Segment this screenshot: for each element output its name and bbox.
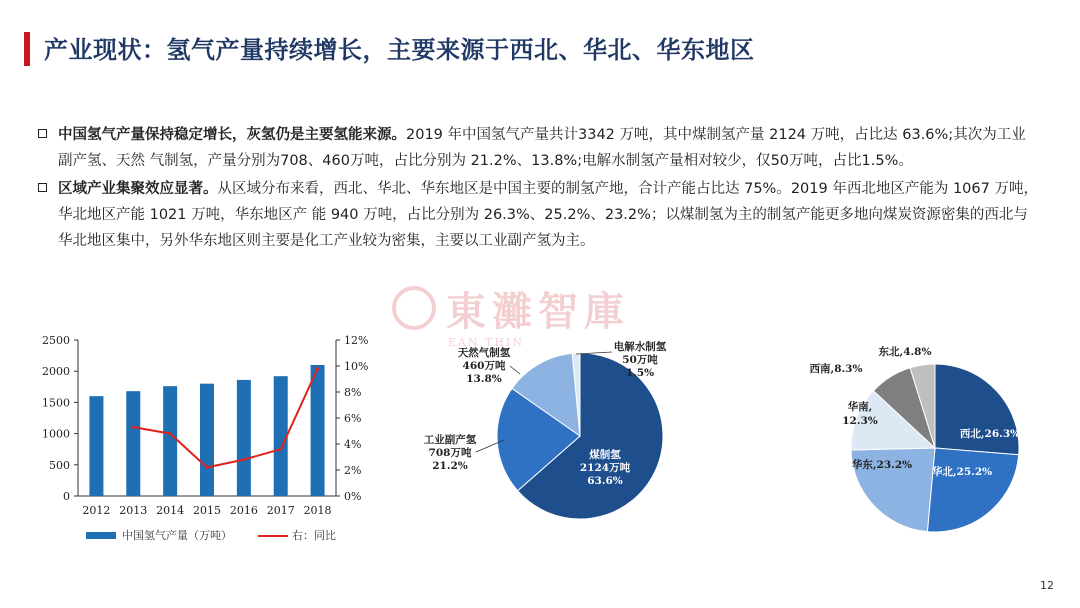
pie-data-label: 电解水制氢: [613, 341, 667, 353]
bullet-text: 从区域分布来看，西北、华北、华东地区是中国主要的制氢产地，合计产能占比达 75%。2019 年西北地区产能为 1067 万吨，华北地区产能 1021 万吨，华东地区产 能 940 万吨，占比分别为 26.3%、25.2%、23.2%；以煤制氢为主的制氢产能更多地向煤炭资源密集的西北与华北地区集中，另外华东地区则主要是化工产业较为密集，主要以工业副产氢为主。: [58, 181, 1038, 249]
leader-line: [510, 366, 520, 374]
x-tick-label: 2012: [82, 504, 111, 517]
pie-data-label: 63.6%: [587, 475, 623, 487]
pie-data-label: 东北,4.8%: [878, 346, 932, 358]
pie-data-label: 华东,23.2%: [851, 459, 913, 471]
left-tick-label: 1500: [42, 396, 70, 410]
pie-data-label: 50万吨: [622, 354, 658, 366]
left-tick-label: 500: [49, 458, 70, 472]
page-number: 12: [1040, 579, 1054, 592]
pie-data-label: 天然气制氢: [457, 347, 511, 359]
pie-data-label: 13.8%: [466, 373, 502, 385]
bullet-item: [38, 176, 1038, 254]
legend-bar-swatch: [86, 532, 116, 539]
pie-data-label: 西南,8.3%: [809, 363, 863, 375]
pie-data-label: 华北,25.2%: [931, 466, 993, 478]
right-tick-label: 6%: [344, 412, 362, 425]
left-tick-label: 2000: [42, 365, 70, 379]
square-bullet-icon: [38, 129, 47, 138]
pie-slice: [935, 364, 1019, 455]
x-tick-label: 2017: [266, 504, 295, 517]
x-tick-label: 2016: [229, 504, 258, 517]
region-pie-chart: [790, 335, 1040, 545]
x-tick-label: 2015: [193, 504, 221, 517]
method-pie-chart: [410, 330, 700, 530]
bullet-item: [38, 122, 1038, 174]
pie-data-label: 21.2%: [432, 460, 468, 472]
pie-data-label: 12.3%: [842, 415, 878, 427]
bullet-text: 2019 年中国氢气产量共计3342 万吨，其中煤制氢产量 2124 万吨，占比达 63.6%;其次为工业副产氢、天然 气制氢，产量分别为708、460万吨，占比分别为 21.2%、13.8%;电解水制氢产量相对较少，仅50万吨，占比1.5%。: [58, 127, 1026, 169]
left-tick-label: 1000: [42, 427, 70, 441]
line-point: [169, 432, 172, 435]
x-tick-label: 2018: [303, 504, 332, 517]
pie-slice: [927, 448, 1018, 532]
pie-data-label: 1.5%: [625, 367, 655, 379]
bar: [126, 391, 140, 496]
legend-bar-label: 中国氢气产量（万吨）: [122, 529, 232, 542]
line-point: [206, 466, 209, 469]
right-tick-label: 0%: [344, 490, 362, 503]
right-tick-label: 4%: [344, 438, 362, 451]
page-title: 产业现状：氢气产量持续增长，主要来源于西北、华北、华东地区: [44, 36, 755, 64]
watermark: [392, 280, 630, 349]
bullet-heading: 区域产业集聚效应显著。: [58, 181, 218, 197]
watermark-name: 東灘智庫: [446, 288, 630, 335]
bar: [89, 396, 103, 496]
left-tick-label: 2500: [42, 334, 70, 347]
pie-data-label: 华南,: [847, 401, 873, 413]
square-bullet-icon: [38, 183, 47, 192]
pie-data-label: 西北,26.3%: [959, 428, 1021, 440]
title-accent-bar: [24, 32, 30, 66]
bar: [237, 380, 251, 496]
bullet-list: [38, 122, 1038, 256]
yoy-growth-line: [133, 369, 317, 468]
line-point: [316, 367, 319, 370]
pie-data-label: 708万吨: [428, 447, 472, 459]
bar: [311, 365, 325, 496]
right-tick-label: 12%: [344, 334, 369, 347]
watermark-logo-icon: [392, 286, 436, 330]
line-point: [242, 458, 245, 461]
bar: [200, 384, 214, 496]
right-tick-label: 10%: [344, 360, 369, 373]
pie-data-label: 工业副产氢: [423, 434, 477, 446]
right-tick-label: 2%: [344, 464, 362, 477]
left-tick-label: 0: [63, 490, 70, 503]
legend-line-label: 右：同比: [292, 529, 336, 542]
bar: [163, 386, 177, 496]
pie-data-label: 煤制氢: [589, 449, 621, 461]
production-combo-chart: [36, 330, 376, 560]
watermark-subtitle: EAN THIN: [448, 336, 524, 349]
x-tick-label: 2013: [119, 504, 148, 517]
right-tick-label: 8%: [344, 386, 362, 399]
line-point: [279, 448, 282, 451]
pie-data-label: 460万吨: [462, 360, 506, 372]
x-tick-label: 2014: [156, 504, 185, 517]
pie-data-label: 2124万吨: [579, 462, 631, 474]
line-point: [132, 426, 135, 429]
bullet-heading: 中国氢气产量保持稳定增长，灰氢仍是主要氢能来源。: [58, 127, 406, 143]
